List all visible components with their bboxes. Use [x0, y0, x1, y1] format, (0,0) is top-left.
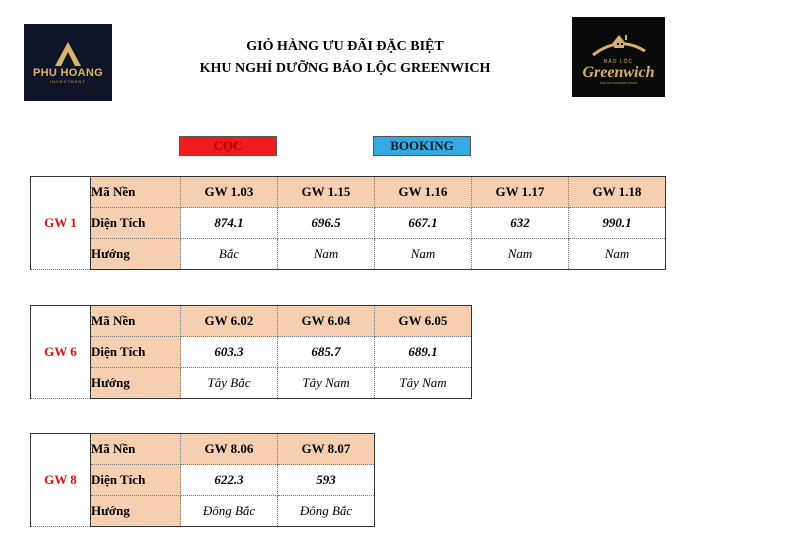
greenwich-house-icon: [589, 29, 649, 57]
lot-code: GW 1.16: [375, 177, 472, 208]
lot-direction: Tây Nam: [375, 368, 472, 399]
greenwich-logo-subtext: bao loc mountain resort: [600, 81, 637, 85]
row-label-area: Diện Tích: [91, 465, 181, 496]
greenwich-logo-top-text: BẢO LỘC: [603, 59, 634, 65]
row-label-code: Mã Nền: [91, 177, 181, 208]
group-label: GW 8: [31, 434, 91, 527]
row-label-direction: Hướng: [91, 368, 181, 399]
row-label-area: Diện Tích: [91, 208, 181, 239]
phu-hoang-logo-subtext: INVESTMENT: [50, 79, 86, 84]
lot-direction: Đông Bắc: [181, 496, 278, 527]
lot-area: 874.1: [181, 208, 278, 239]
lot-area: 696.5: [278, 208, 375, 239]
lot-area: 632: [472, 208, 569, 239]
lot-code: GW 6.04: [278, 306, 375, 337]
phu-hoang-logo-text: PHU HOANG: [33, 67, 103, 79]
row-label-code: Mã Nền: [91, 434, 181, 465]
greenwich-logo-text: Greenwich: [582, 64, 655, 81]
legend-booking: BOOKING: [373, 136, 471, 156]
page-title-line2: KHU NGHỈ DƯỠNG BẢO LỘC GREENWICH: [199, 61, 491, 76]
row-label-code: Mã Nền: [91, 306, 181, 337]
code-row: [31, 434, 375, 465]
lot-code: GW 6.05: [375, 306, 472, 337]
direction-row: [31, 368, 472, 399]
group-table-gw8: [30, 433, 375, 527]
lot-direction: Nam: [278, 239, 375, 270]
group-table-gw6: [30, 305, 472, 399]
row-label-direction: Hướng: [91, 496, 181, 527]
code-row: [31, 177, 666, 208]
lot-direction: Đông Bắc: [278, 496, 375, 527]
greenwich-logo: [572, 17, 665, 97]
group-label: GW 6: [31, 306, 91, 399]
lot-code: GW 8.06: [181, 434, 278, 465]
area-row: [31, 208, 666, 239]
lot-area: 990.1: [569, 208, 666, 239]
lot-direction: Tây Bắc: [181, 368, 278, 399]
group-table-gw1: [30, 176, 666, 270]
phu-hoang-emblem-icon: [53, 41, 83, 67]
lot-direction: Nam: [569, 239, 666, 270]
lot-code: GW 1.03: [181, 177, 278, 208]
lot-direction: Tây Nam: [278, 368, 375, 399]
area-row: [31, 337, 472, 368]
row-label-area: Diện Tích: [91, 337, 181, 368]
direction-row: [31, 239, 666, 270]
lot-area: 603.3: [181, 337, 278, 368]
lot-code: GW 1.18: [569, 177, 666, 208]
code-row: [31, 306, 472, 337]
phu-hoang-logo: [24, 24, 112, 101]
lot-code: GW 1.15: [278, 177, 375, 208]
lot-code: GW 1.17: [472, 177, 569, 208]
page-title-line1: GIỎ HÀNG ƯU ĐÃI ĐẶC BIỆT: [246, 39, 444, 54]
lot-direction: Nam: [472, 239, 569, 270]
lot-direction: Bắc: [181, 239, 278, 270]
lot-code: GW 6.02: [181, 306, 278, 337]
lot-area: 622.3: [181, 465, 278, 496]
group-label: GW 1: [31, 177, 91, 270]
lot-area: 689.1: [375, 337, 472, 368]
lot-area: 593: [278, 465, 375, 496]
lot-area: 667.1: [375, 208, 472, 239]
lot-area: 685.7: [278, 337, 375, 368]
row-label-direction: Hướng: [91, 239, 181, 270]
lot-direction: Nam: [375, 239, 472, 270]
lot-code: GW 8.07: [278, 434, 375, 465]
legend-coc: CỌC: [179, 136, 277, 156]
